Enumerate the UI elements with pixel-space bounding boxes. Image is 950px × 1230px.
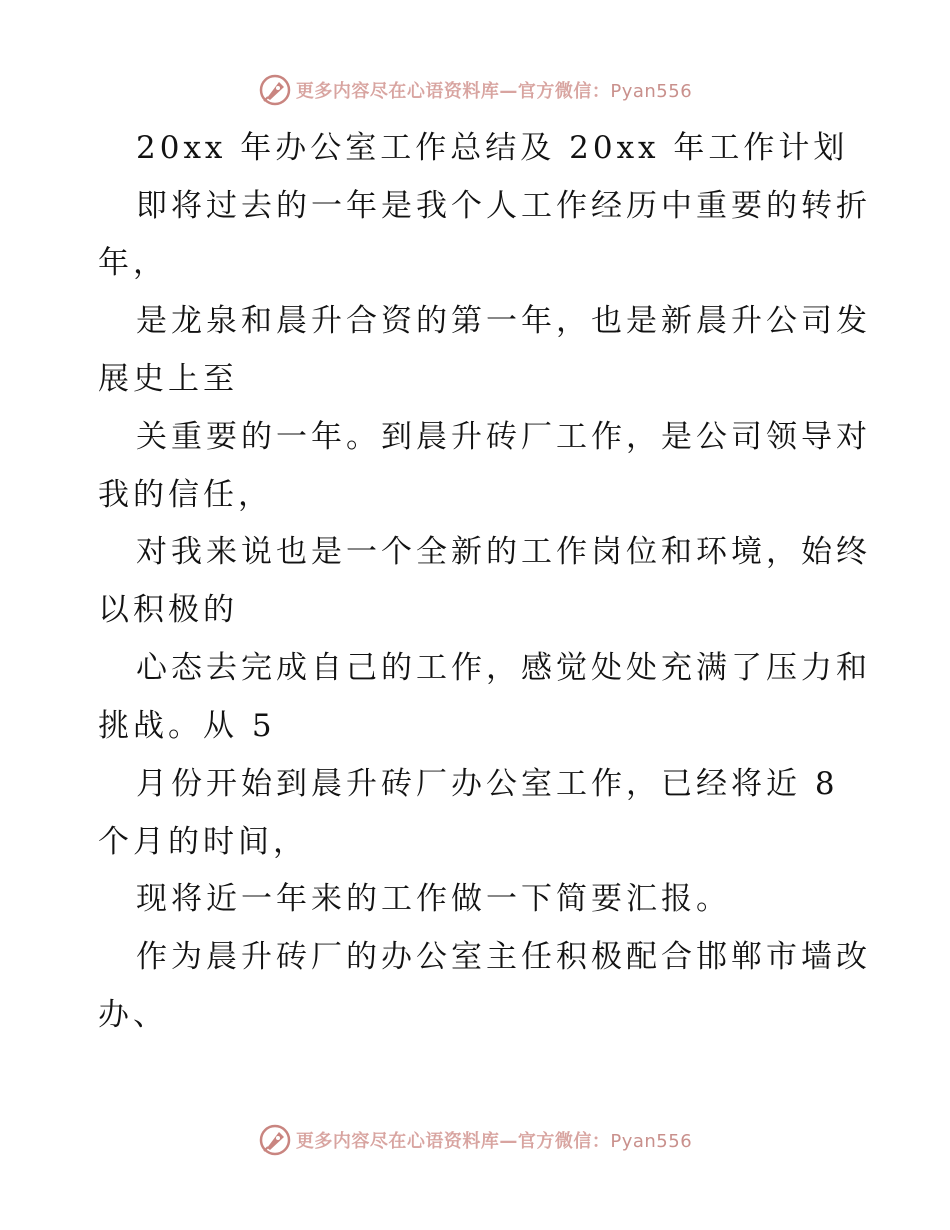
paragraph-line: 展史上至 (98, 361, 238, 397)
document-title: 20xx 年办公室工作总结及 20xx 年工作计划 (136, 130, 849, 166)
paragraph-line: 挑战。从 5 (98, 708, 276, 744)
paragraph-line: 关重要的一年。到晨升砖厂工作，是公司领导对 (136, 419, 871, 455)
pen-nib-logo-icon (258, 1123, 292, 1157)
paragraph-line: 月份开始到晨升砖厂办公室工作，已经将近 8 (136, 766, 839, 802)
watermark-text: 更多内容尽在心语资料库—官方微信：Pyan556 (295, 1131, 693, 1152)
paragraph-line: 是龙泉和晨升合资的第一年，也是新晨升公司发 (136, 303, 871, 339)
pen-nib-logo-icon (258, 73, 292, 107)
paragraph-line: 对我来说也是一个全新的工作岗位和环境，始终 (136, 534, 871, 570)
footer-watermark-banner (0, 1120, 950, 1160)
paragraph-line: 心态去完成自己的工作，感觉处处充满了压力和 (136, 650, 871, 686)
paragraph-line: 以积极的 (98, 592, 238, 628)
watermark-text: 更多内容尽在心语资料库—官方微信：Pyan556 (295, 81, 693, 102)
paragraph-line: 年， (98, 245, 168, 281)
paragraph-line: 办、 (98, 997, 168, 1033)
paragraph-line: 个月的时间， (98, 824, 308, 860)
paragraph-line: 现将近一年来的工作做一下简要汇报。 (136, 881, 731, 917)
paragraph-line: 作为晨升砖厂的办公室主任积极配合邯郸市墙改 (136, 939, 871, 975)
paragraph-line: 即将过去的一年是我个人工作经历中重要的转折 (136, 188, 871, 224)
paragraph-line: 我的信任， (98, 477, 273, 513)
header-watermark-banner (0, 70, 950, 110)
